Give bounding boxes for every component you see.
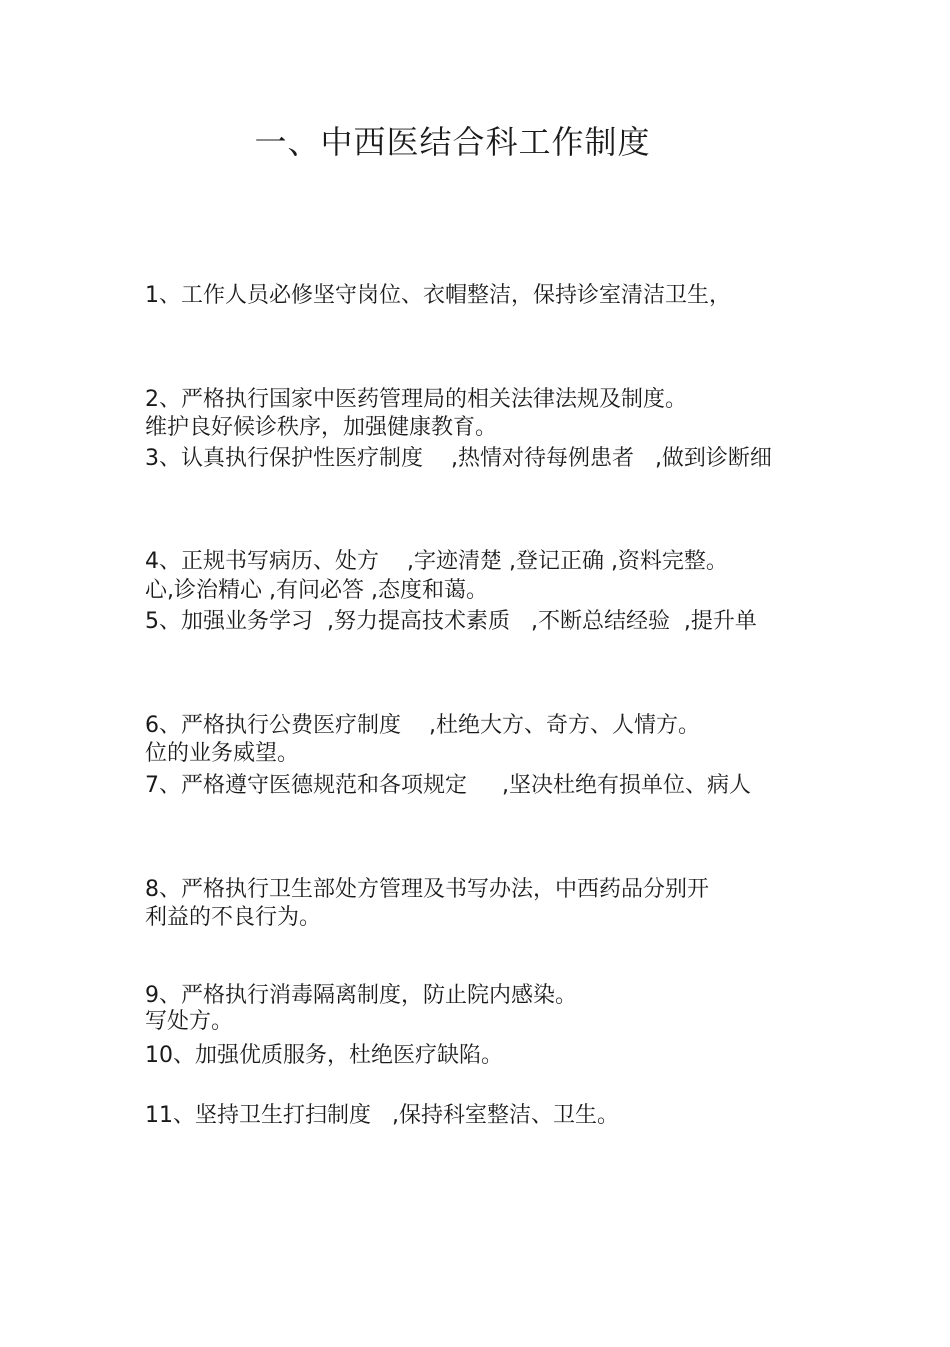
rule-line: 2、严格执行国家中医药管理局的相关法律法规及制度。 <box>145 387 687 412</box>
rule-item-11 <box>145 1006 619 1226</box>
rule-line: 8、严格执行卫生部处方管理及书写办法，中西药品分别开 <box>145 877 709 902</box>
document-title: 一、中西医结合科工作制度 <box>254 123 651 161</box>
rule-line: 10、加强优质服务，杜绝医疗缺陷。 <box>145 1043 503 1068</box>
rule-line: 心,诊治精心 ,有问必答 ,态度和蔼。 <box>145 578 488 603</box>
rule-line: 维护良好候诊秩序，加强健康教育。 <box>145 415 498 440</box>
rule-line: 7、严格遵守医德规范和各项规定 ,坚决杜绝有损单位、病人 <box>145 773 751 798</box>
rule-line: 9、严格执行消毒隔离制度，防止院内感染。 <box>145 983 577 1008</box>
rule-line: 利益的不良行为。 <box>145 905 322 930</box>
rule-line: 位的业务威望。 <box>145 741 300 766</box>
rule-line: 5、加强业务学习 ,努力提高技术素质 ,不断总结经验 ,提升单 <box>145 609 757 634</box>
rule-line: 6、严格执行公费医疗制度 ,杜绝大方、奇方、人情方。 <box>145 713 700 738</box>
rule-line: 1、工作人员必修坚守岗位、衣帽整洁，保持诊室清洁卫生， <box>145 283 731 308</box>
rule-line: 4、正规书写病历、处方 ,字迹清楚 ,登记正确 ,资料完整。 <box>145 549 728 574</box>
rule-line: 11、坚持卫生打扫制度 ,保持科室整洁、卫生。 <box>145 1103 619 1128</box>
rule-line: 写处方。 <box>145 1009 234 1034</box>
rule-line: 3、认真执行保护性医疗制度 ,热情对待每例患者 ,做到诊断细 <box>145 446 772 471</box>
